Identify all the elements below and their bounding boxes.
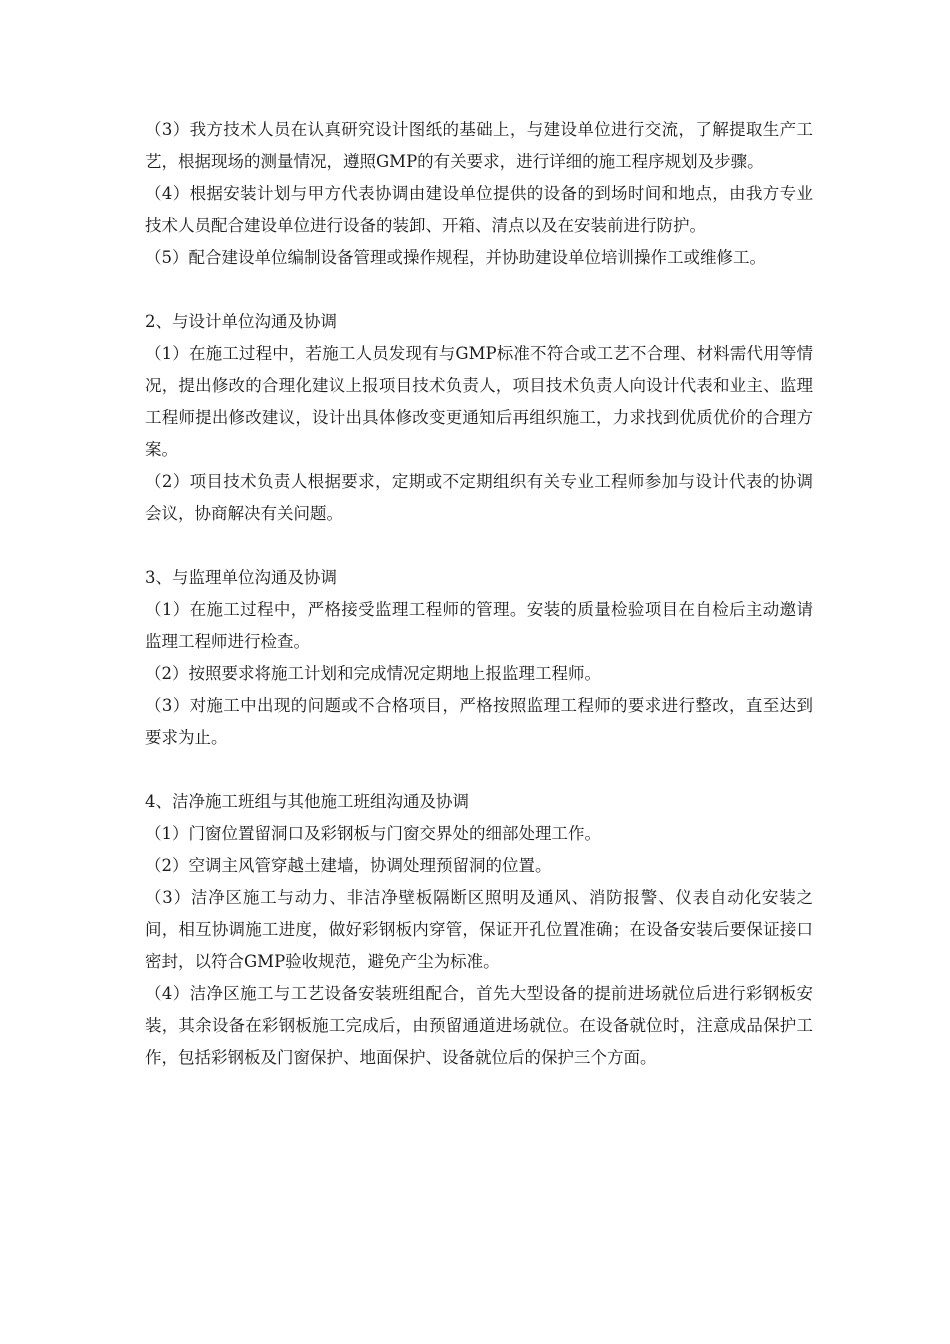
document-page: [145, 114, 813, 1074]
paragraph-1-3: （3）我方技术人员在认真研究设计图纸的基础上，与建设单位进行交流，了解提取生产工艺，根据现场的测量情况，遵照GMP的有关要求，进行详细的施工程序规划及步骤。: [145, 120, 813, 171]
paragraph-3-2: （2）按照要求将施工计划和完成情况定期地上报监理工程师。: [145, 664, 601, 683]
paragraph-3-3: （3）对施工中出现的问题或不合格项目，严格按照监理工程师的要求进行整改，直至达到要求为止。: [145, 696, 813, 747]
paragraph-2-1: （1）在施工过程中，若施工人员发现有与GMP标准不符合或工艺不合理、材料需代用等情况，提出修改的合理化建议上报项目技术负责人，项目技术负责人向设计代表和业主、监理工程师提出修改建议，设计出具体修改变更通知后再组织施工，力求找到优质优价的合理方案。: [145, 344, 813, 459]
paragraph-1-5: （5）配合建设单位编制设备管理或操作规程，并协助建设单位培训操作工或维修工。: [145, 248, 766, 267]
paragraph-3-1: （1）在施工过程中，严格接受监理工程师的管理。安装的质量检验项目在自检后主动邀请监理工程师进行检查。: [145, 600, 813, 651]
section-heading-4: 4、洁净施工班组与其他施工班组沟通及协调: [145, 792, 469, 811]
spacer: [145, 274, 813, 306]
spacer: [145, 754, 813, 786]
paragraph-2-2: （2）项目技术负责人根据要求，定期或不定期组织有关专业工程师参加与设计代表的协调会议，协商解决有关问题。: [145, 472, 813, 523]
spacer: [145, 530, 813, 562]
paragraph-4-3: （3）洁净区施工与动力、非洁净壁板隔断区照明及通风、消防报警、仪表自动化安装之间，相互协调施工进度，做好彩钢板内穿管，保证开孔位置准确；在设备安装后要保证接口密封，以符合GMP验收规范，避免产尘为标准。: [145, 888, 813, 971]
paragraph-1-4: （4）根据安装计划与甲方代表协调由建设单位提供的设备的到场时间和地点，由我方专业技术人员配合建设单位进行设备的装卸、开箱、清点以及在安装前进行防护。: [145, 184, 813, 235]
paragraph-4-1: （1）门窗位置留洞口及彩钢板与门窗交界处的细部处理工作。: [145, 824, 601, 843]
section-heading-3: 3、与监理单位沟通及协调: [145, 568, 337, 587]
paragraph-4-2: （2）空调主风管穿越土建墙，协调处理预留洞的位置。: [145, 856, 552, 875]
section-heading-2: 2、与设计单位沟通及协调: [145, 312, 337, 331]
paragraph-4-4: （4）洁净区施工与工艺设备安装班组配合，首先大型设备的提前进场就位后进行彩钢板安装，其余设备在彩钢板施工完成后，由预留通道进场就位。在设备就位时，注意成品保护工作，包括彩钢板及门窗保护、地面保护、设备就位后的保护三个方面。: [145, 984, 813, 1067]
